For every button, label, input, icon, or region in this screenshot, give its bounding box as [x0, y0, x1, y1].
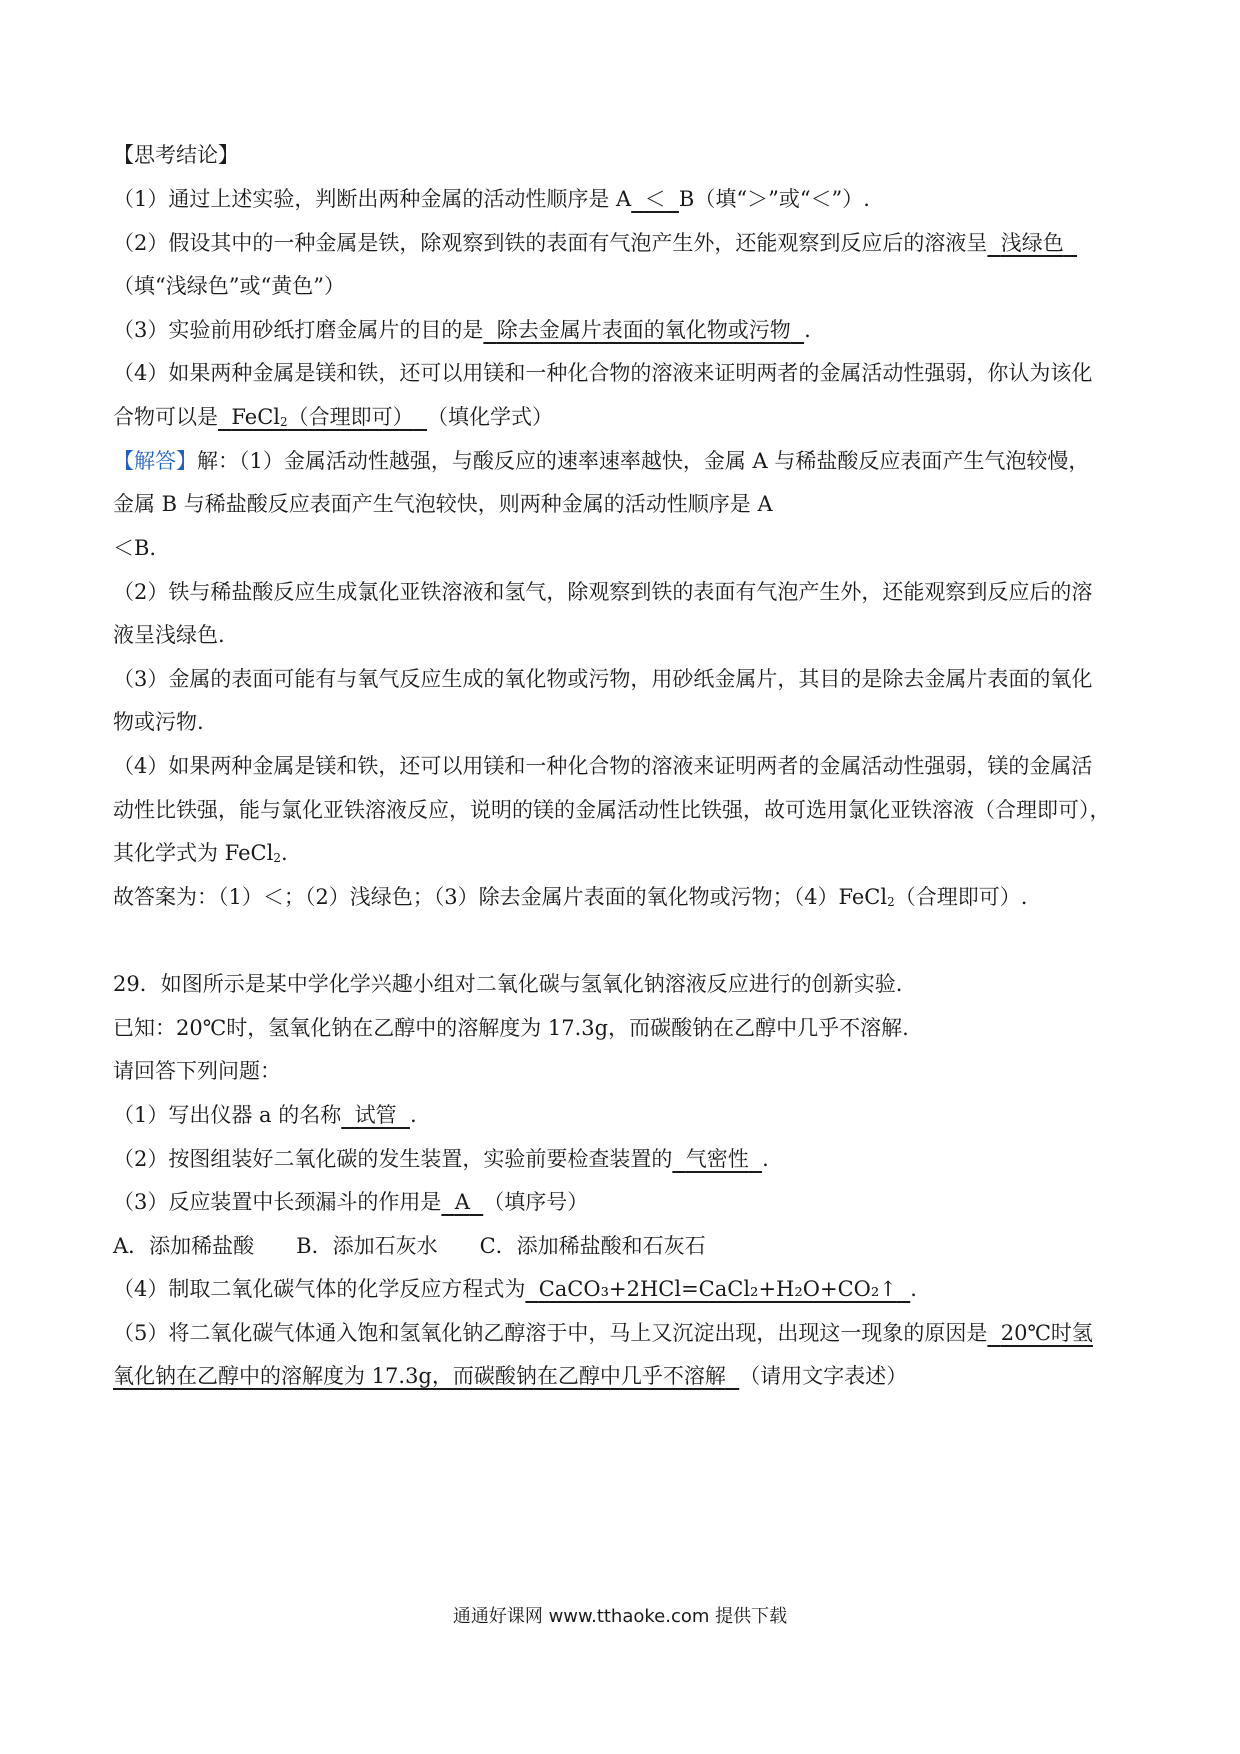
q4-text: 合物可以是 [113, 405, 218, 429]
q29-sub-2: （2）按图组装好二氧化碳的发生装置，实验前要检查装置的 气密性 . [113, 1147, 769, 1171]
q29-sub-5-cont: 氧化钠在乙醇中的溶解度为 17.3g，而碳酸钠在乙醇中几乎不溶解 （请用文字表述） [113, 1364, 908, 1388]
q29-ask: 请回答下列问题： [113, 1059, 281, 1083]
q2-answer: 浅绿色 [1000, 231, 1064, 255]
question-1 [113, 184, 870, 214]
answer-2-line-1: （2）铁与稀盐酸反应生成氯化亚铁溶液和氢气，除观察到铁的表面有气泡产生外，还能观察到反应后的溶 [113, 580, 1093, 604]
question-2 [113, 228, 1077, 258]
q29-answer-2: 气密性 [685, 1147, 749, 1171]
q29-options: A．添加稀盐酸 B．添加石灰水 C．添加稀盐酸和石灰石 [113, 1234, 706, 1258]
q29-sub-3: （3）反应装置中长颈漏斗的作用是 A （填序号） [113, 1190, 589, 1214]
answer-4-line-1: （4）如果两种金属是镁和铁，还可以用镁和一种化合物的溶液来证明两者的金属活动性强弱，镁的金属活 [113, 754, 1093, 778]
q29-answer-5b: 氧化钠在乙醇中的溶解度为 17.3g，而碳酸钠在乙醇中几乎不溶解 [113, 1364, 726, 1388]
q1-post: B（填“＞”或“＜”）. [678, 187, 870, 211]
q3-answer: 除去金属片表面的氧化物或污物 [496, 318, 791, 342]
section-heading: 【思考结论】 [113, 143, 239, 167]
q29-sub-5: （5）将二氧化碳气体通入饱和氢氧化钠乙醇溶于中，马上又沉淀出现，出现这一现象的原因是 20℃时氢 [113, 1321, 1093, 1345]
q1-answer: ＜ [644, 187, 666, 211]
question-2-cont: （填“浅绿色”或“黄色”） [113, 274, 345, 298]
final-answer: 故答案为：（1）＜；（2）浅绿色；（3）除去金属片表面的氧化物或污物；（4）FeCl$_2$（合理即可）. [113, 885, 1028, 909]
q1-text: （1）通过上述实验，判断出两种金属的活动性顺序是 A [113, 187, 632, 211]
answer-1-line-3: ＜B. [113, 536, 157, 560]
q29-answer-1: 试管 [354, 1103, 397, 1127]
q3-post: . [804, 318, 811, 342]
answer-label: 【解答】 [113, 449, 197, 473]
q29-intro: 29．如图所示是某中学化学兴趣小组对二氧化碳与氢氧化钠溶液反应进行的创新实验. [113, 972, 903, 996]
answer-4-line-2: 动性比铁强，能与氯化亚铁溶液反应，说明的镁的金属活动性比铁强，故可选用氯化亚铁溶液（合理即可）， [113, 798, 1111, 822]
q29-answer-3: A [454, 1190, 470, 1214]
question-3 [113, 315, 811, 345]
q29-sub-4: （4）制取二氧化碳气体的化学反应方程式为 CaCO₃+2HCl=CaCl₂+H₂O+CO₂↑ . [113, 1277, 917, 1301]
q3-text: （3）实验前用砂纸打磨金属片的目的是 [113, 318, 484, 342]
q29-answer-5a: 20℃时氢 [1000, 1321, 1093, 1345]
answer-4-line-3: 其化学式为 FeCl$_2$. [113, 841, 288, 865]
page-footer: 通通好课网 www.tthaoke.com 提供下载 [452, 1606, 788, 1627]
q29-known: 已知：20℃时，氢氧化钠在乙醇中的溶解度为 17.3g，而碳酸钠在乙醇中几乎不溶解. [113, 1016, 909, 1040]
answer-3-line-2: 物或污物. [113, 710, 204, 734]
answer-2-line-2: 液呈浅绿色. [113, 623, 225, 647]
answer-1-line-2: 金属 B 与稀盐酸反应表面产生气泡较快，则两种金属的活动性顺序是 A [113, 492, 773, 516]
q29-answer-4: CaCO₃+2HCl=CaCl₂+H₂O+CO₂↑ [538, 1277, 897, 1301]
q29-sub-1: （1）写出仪器 a 的名称 试管 . [113, 1103, 417, 1127]
answer-3-line-1: （3）金属的表面可能有与氧气反应生成的氧化物或污物，用砂纸金属片，其目的是除去金属片表面的氧化 [113, 667, 1093, 691]
answer-1-line-1: 【解答】解：（1）金属活动性越强，与酸反应的速率速率越快，金属 A 与稀盐酸反应表面产生气泡较慢， [113, 449, 1090, 473]
q2-text: （2）假设其中的一种金属是铁，除观察到铁的表面有气泡产生外，还能观察到反应后的溶液呈 [113, 231, 988, 255]
q4-answer: FeCl$_2$（合理即可） [231, 405, 414, 429]
question-4: （4）如果两种金属是镁和铁，还可以用镁和一种化合物的溶液来证明两者的金属活动性强弱，你认为该化 [113, 361, 1093, 385]
question-4-cont [113, 402, 553, 437]
q4-post: （填化学式） [427, 405, 553, 429]
